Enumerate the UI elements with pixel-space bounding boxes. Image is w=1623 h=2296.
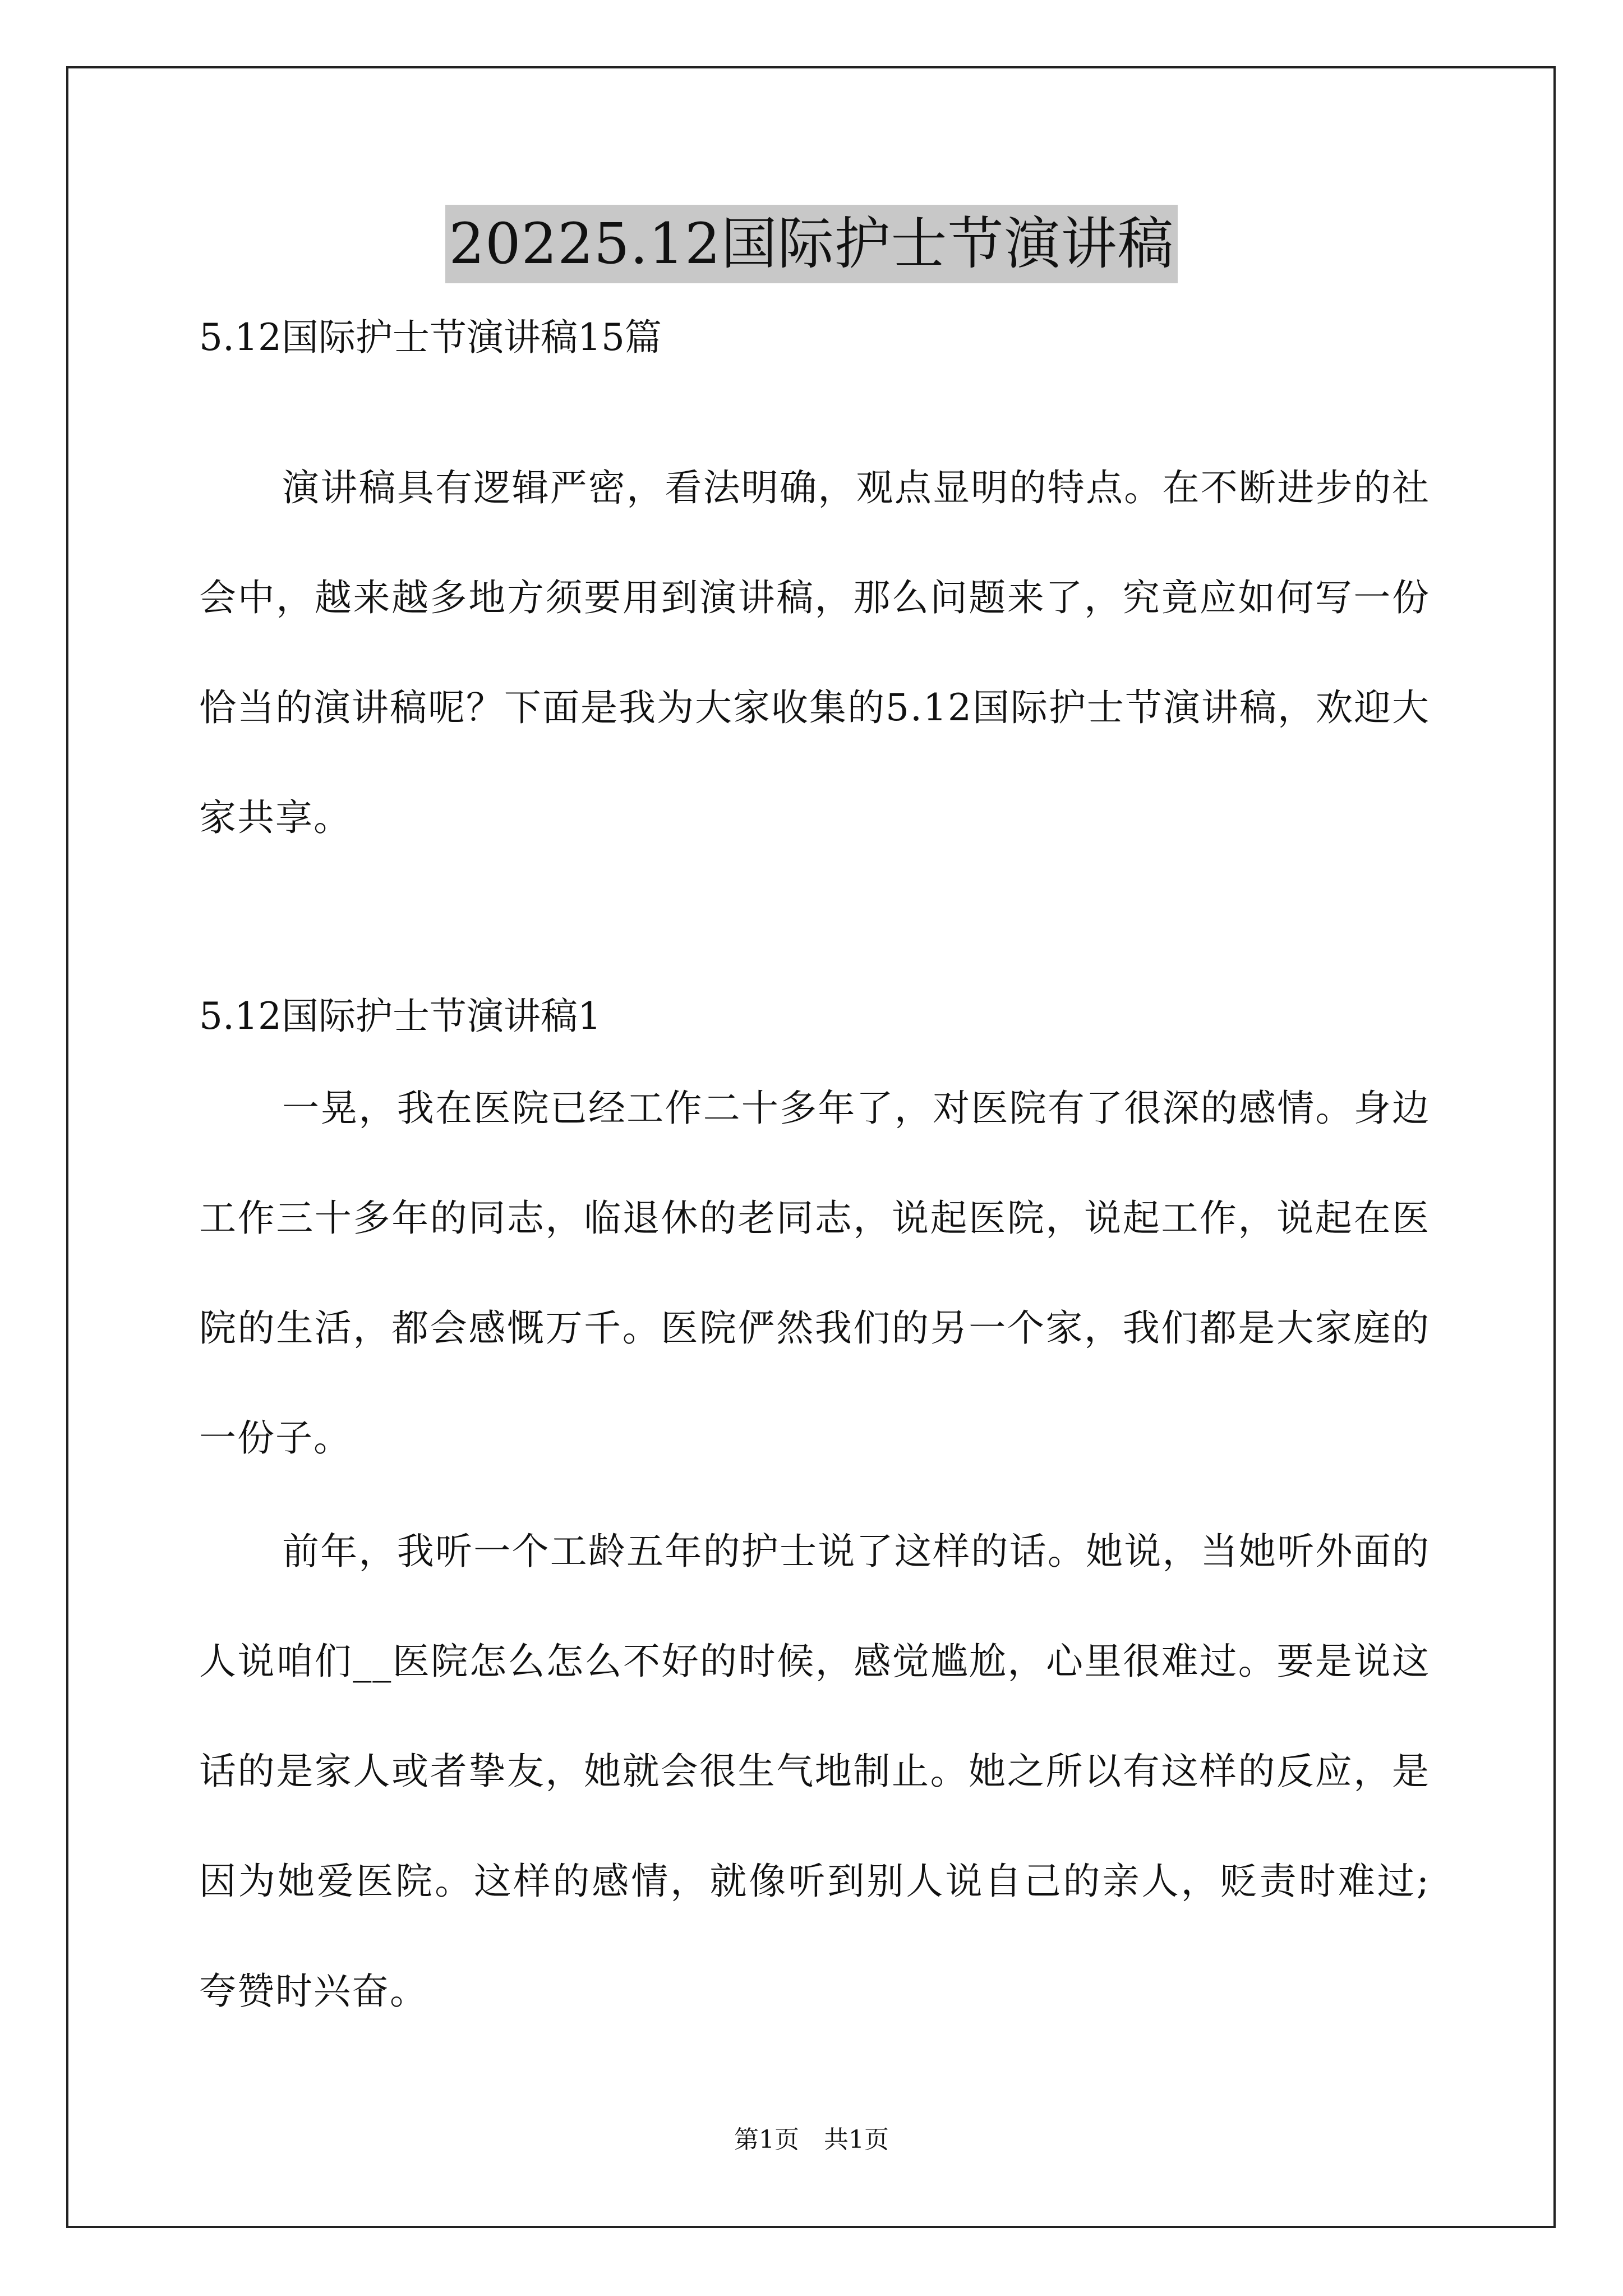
document-subtitle: 5.12国际护士节演讲稿15篇: [199, 316, 662, 359]
document-title: 20225.12国际护士节演讲稿: [445, 205, 1177, 283]
page-footer: 第1页 共1页: [734, 2125, 889, 2154]
body-paragraph-2: 前年，我听一个工龄五年的护士说了这样的话。她说，当她听外面的人说咱们__医院怎么怎么不好的时候，感觉尴尬，心里很难过。要是说这话的是家人或者挚友，她就会很生气地制止。她之所以有这样的反应，是因为她爱医院。这样的感情，就像听到别人说自己的亲人，贬责时难过;夸赞时兴奋。: [199, 1530, 1430, 2013]
title-container: [0, 205, 1623, 283]
body-paragraph-1: 一晃，我在医院已经工作二十多年了，对医院有了很深的感情。身边工作三十多年的同志，临退休的老同志，说起医院，说起工作，说起在医院的生活，都会感慨万千。医院俨然我们的另一个家，我们都是大家庭的一份子。: [199, 1087, 1430, 1460]
intro-paragraph: 演讲稿具有逻辑严密，看法明确，观点显明的特点。在不断进步的社会中，越来越多地方须要用到演讲稿，那么问题来了，究竟应如何写一份恰当的演讲稿呢？下面是我为大家收集的5.12国际护士节演讲稿，欢迎大家共享。: [199, 466, 1430, 839]
section-heading: 5.12国际护士节演讲稿1: [199, 995, 601, 1038]
